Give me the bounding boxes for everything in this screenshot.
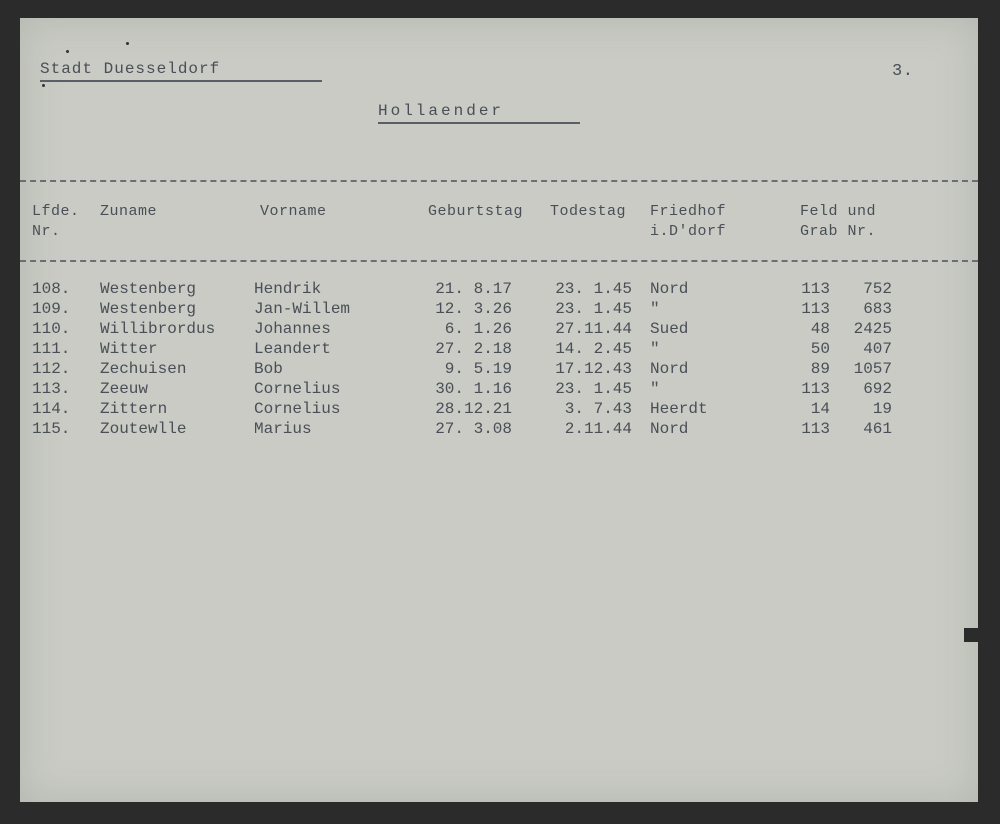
row-surname: Zeeuw bbox=[100, 380, 149, 398]
row-first-name: Marius bbox=[254, 420, 312, 438]
row-death-date: 27.11.44 bbox=[555, 320, 632, 338]
city-underline bbox=[40, 80, 322, 82]
row-surname: Zittern bbox=[100, 400, 168, 418]
row-cemetery: " bbox=[650, 340, 660, 358]
ink-speck bbox=[126, 42, 129, 45]
row-field: 48 bbox=[810, 320, 830, 338]
city-heading: Stadt Duesseldorf bbox=[40, 60, 221, 78]
row-first-name: Leandert bbox=[254, 340, 331, 358]
row-grave-number: 752 bbox=[863, 280, 892, 298]
row-birth-date: 21. 8.17 bbox=[435, 280, 512, 298]
document-title: Hollaender bbox=[378, 102, 505, 120]
table-row bbox=[20, 400, 978, 420]
row-number: 114. bbox=[32, 400, 71, 418]
row-surname: Westenberg bbox=[100, 300, 197, 318]
header-grave: Feld und Grab Nr. bbox=[800, 203, 877, 240]
table-row bbox=[20, 300, 978, 320]
header-death: Todestag bbox=[550, 203, 627, 220]
row-cemetery: " bbox=[650, 300, 660, 318]
row-field: 113 bbox=[801, 420, 830, 438]
row-birth-date: 6. 1.26 bbox=[444, 320, 512, 338]
row-birth-date: 28.12.21 bbox=[435, 400, 512, 418]
row-first-name: Jan-Willem bbox=[254, 300, 351, 318]
row-number: 111. bbox=[32, 340, 71, 358]
paper-tear bbox=[964, 628, 978, 642]
table-row bbox=[20, 340, 978, 360]
table-row bbox=[20, 320, 978, 340]
table-row bbox=[20, 420, 978, 440]
row-surname: Willibrordus bbox=[100, 320, 216, 338]
row-number: 108. bbox=[32, 280, 71, 298]
row-grave-number: 1057 bbox=[853, 360, 892, 378]
header-nr: Lfde. Nr. bbox=[32, 203, 80, 240]
row-surname: Westenberg bbox=[100, 280, 197, 298]
header-surname: Zuname bbox=[100, 203, 158, 220]
row-grave-number: 407 bbox=[863, 340, 892, 358]
row-field: 14 bbox=[810, 400, 830, 418]
row-cemetery: Sued bbox=[650, 320, 689, 338]
header-cemetery: Friedhof i.D'dorf bbox=[650, 203, 727, 240]
row-field: 50 bbox=[810, 340, 830, 358]
row-cemetery: Nord bbox=[650, 280, 689, 298]
row-birth-date: 27. 2.18 bbox=[435, 340, 512, 358]
row-death-date: 2.11.44 bbox=[564, 420, 632, 438]
table-row bbox=[20, 380, 978, 400]
row-number: 113. bbox=[32, 380, 71, 398]
row-death-date: 23. 1.45 bbox=[555, 300, 632, 318]
row-death-date: 23. 1.45 bbox=[555, 380, 632, 398]
table-row bbox=[20, 360, 978, 380]
row-surname: Witter bbox=[100, 340, 158, 358]
row-death-date: 14. 2.45 bbox=[555, 340, 632, 358]
row-field: 113 bbox=[801, 280, 830, 298]
row-birth-date: 12. 3.26 bbox=[435, 300, 512, 318]
row-grave-number: 19 bbox=[872, 400, 892, 418]
row-number: 115. bbox=[32, 420, 71, 438]
header-birth: Geburtstag bbox=[428, 203, 524, 220]
header-rule-bottom bbox=[20, 260, 978, 262]
title-underline bbox=[378, 122, 580, 124]
row-field: 113 bbox=[801, 300, 830, 318]
row-first-name: Johannes bbox=[254, 320, 331, 338]
row-first-name: Hendrik bbox=[254, 280, 322, 298]
row-birth-date: 9. 5.19 bbox=[444, 360, 512, 378]
ink-speck bbox=[42, 84, 45, 87]
row-grave-number: 692 bbox=[863, 380, 892, 398]
row-grave-number: 461 bbox=[863, 420, 892, 438]
row-cemetery: Heerdt bbox=[650, 400, 708, 418]
row-number: 112. bbox=[32, 360, 71, 378]
row-number: 110. bbox=[32, 320, 71, 338]
row-surname: Zoutewlle bbox=[100, 420, 187, 438]
table-row bbox=[20, 280, 978, 300]
row-cemetery: Nord bbox=[650, 360, 689, 378]
page-number: 3. bbox=[892, 62, 914, 81]
row-grave-number: 2425 bbox=[853, 320, 892, 338]
row-cemetery: Nord bbox=[650, 420, 689, 438]
row-field: 113 bbox=[801, 380, 830, 398]
row-death-date: 3. 7.43 bbox=[564, 400, 632, 418]
row-field: 89 bbox=[810, 360, 830, 378]
row-first-name: Cornelius bbox=[254, 400, 341, 418]
row-surname: Zechuisen bbox=[100, 360, 187, 378]
row-first-name: Cornelius bbox=[254, 380, 341, 398]
document-page bbox=[20, 18, 978, 802]
row-birth-date: 27. 3.08 bbox=[435, 420, 512, 438]
row-death-date: 23. 1.45 bbox=[555, 280, 632, 298]
row-number: 109. bbox=[32, 300, 71, 318]
header-rule-top bbox=[20, 180, 978, 182]
row-birth-date: 30. 1.16 bbox=[435, 380, 512, 398]
ink-speck bbox=[66, 50, 69, 53]
row-grave-number: 683 bbox=[863, 300, 892, 318]
row-first-name: Bob bbox=[254, 360, 283, 378]
header-first-name: Vorname bbox=[260, 203, 327, 220]
row-death-date: 17.12.43 bbox=[555, 360, 632, 378]
row-cemetery: " bbox=[650, 380, 660, 398]
